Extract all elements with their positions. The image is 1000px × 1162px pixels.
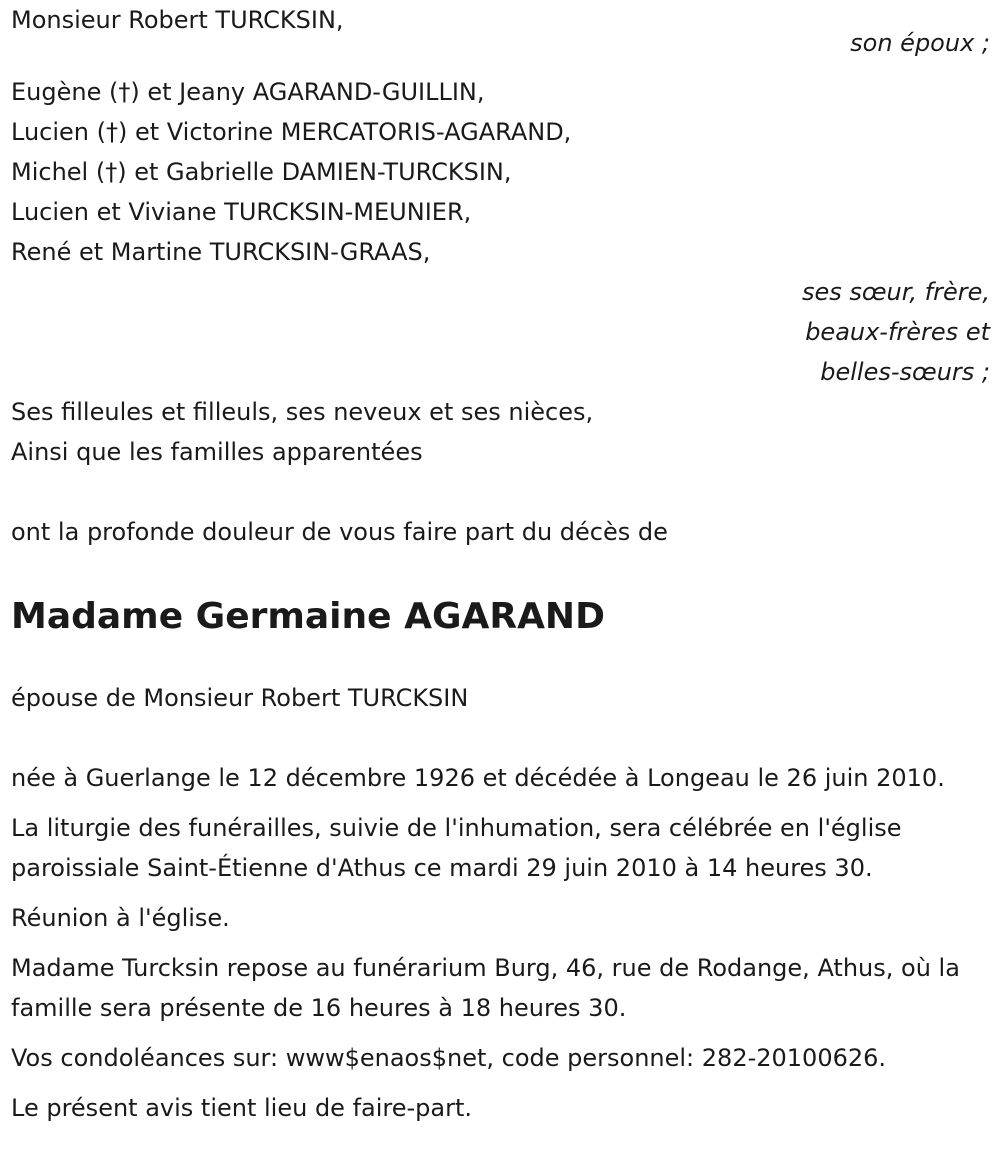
relatives-list xyxy=(11,392,990,472)
siblings-role-line: beaux-frères et xyxy=(805,318,990,346)
sibling-line: Lucien (†) et Victorine MERCATORIS-AGARAND, xyxy=(11,118,572,146)
relatives-line: Ses filleules et filleuls, ses neveux et ses nièces, xyxy=(11,398,594,426)
notice-text: Le présent avis tient lieu de faire-part. xyxy=(11,1094,473,1122)
birth-death-text: née à Guerlange le 12 décembre 1926 et décédée à Longeau le 26 juin 2010. xyxy=(11,764,945,792)
deceased-name: Madame Germaine AGARAND xyxy=(11,596,605,637)
announcement: ont la profonde douleur de vous faire part du décès de xyxy=(11,518,668,546)
rest-text: Madame Turcksin repose au funérarium Burg, 46, rue de Rodange, Athus, où la famille sera présente de 16 heures à 18 heures 30. xyxy=(11,954,960,1022)
sibling-line: Michel (†) et Gabrielle DAMIEN-TURCKSIN, xyxy=(11,158,512,186)
siblings-role-line: ses sœur, frère, xyxy=(801,278,990,306)
condolences-text: Vos condoléances sur: www$enaos$net, code personnel: 282-20100626. xyxy=(11,1044,887,1072)
wife-of: épouse de Monsieur Robert TURCKSIN xyxy=(11,684,469,712)
sibling-line: René et Martine TURCKSIN-GRAAS, xyxy=(11,238,431,266)
spouse-role: son époux ; xyxy=(850,29,990,57)
funeral-text: La liturgie des funérailles, suivie de l'inhumation, sera célébrée en l'église paroissiale Saint-Étienne d'Athus ce mardi 29 juin 2010 à 14 heures 30. xyxy=(11,814,902,882)
sibling-line: Lucien et Viviane TURCKSIN-MEUNIER, xyxy=(11,198,472,226)
siblings-role-line: belles-sœurs ; xyxy=(820,358,990,386)
siblings-role xyxy=(11,272,990,392)
meeting-text: Réunion à l'église. xyxy=(11,904,230,932)
relatives-line: Ainsi que les familles apparentées xyxy=(11,438,423,466)
spouse-name: Monsieur Robert TURCKSIN, xyxy=(11,6,344,34)
sibling-line: Eugène (†) et Jeany AGARAND-GUILLIN, xyxy=(11,78,485,106)
siblings-list xyxy=(11,72,990,272)
